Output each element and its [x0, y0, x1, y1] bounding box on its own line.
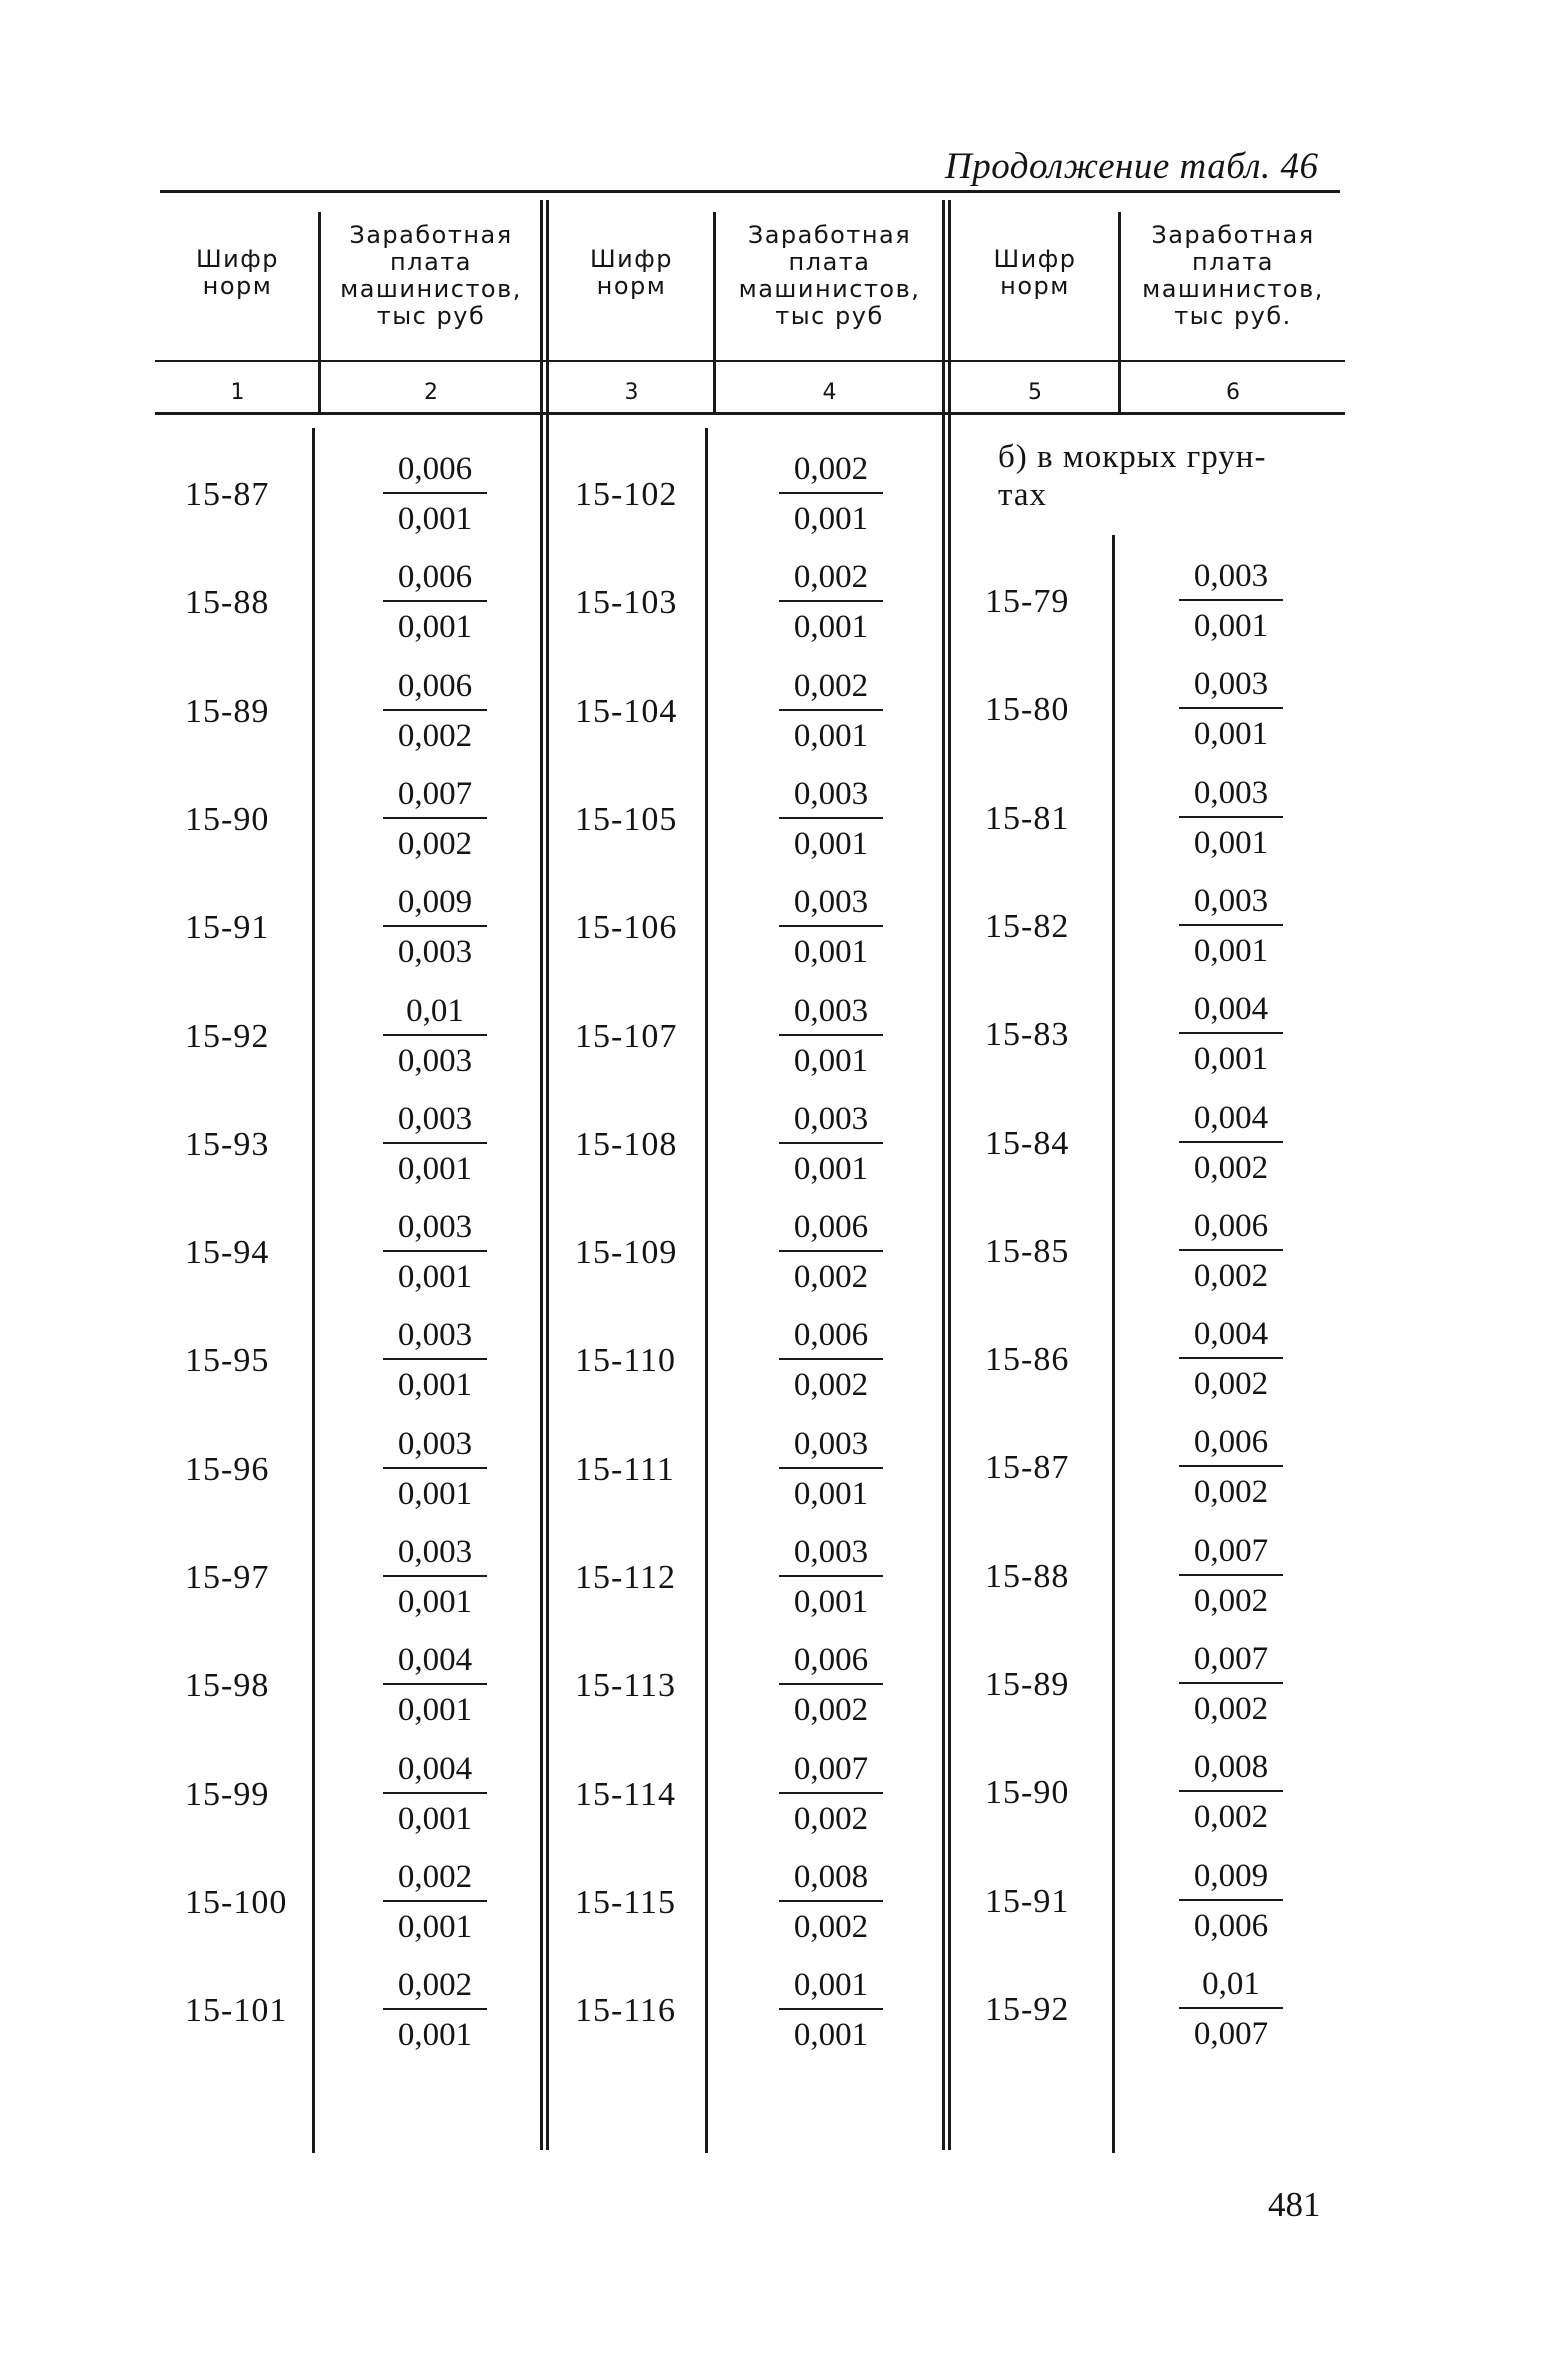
fraction-denominator: 0,001: [793, 934, 869, 970]
fraction-numerator: 0,006: [793, 1317, 869, 1353]
row-wage-fraction: [776, 1206, 886, 1298]
fraction-bar: [779, 2008, 883, 2010]
fraction-denominator: 0,001: [793, 1584, 869, 1620]
fraction-bar: [1179, 1249, 1283, 1251]
fraction-bar: [779, 925, 883, 927]
column-number-5: 5: [1028, 380, 1042, 405]
row-wage-fraction: [380, 1206, 490, 1298]
fraction-denominator: 0,001: [397, 1584, 473, 1620]
fraction-numerator: 0,003: [397, 1317, 473, 1353]
group3-note: [998, 438, 1348, 514]
header-col6-line: машинистов,: [1142, 275, 1324, 303]
row-wage-fraction: [380, 1748, 490, 1840]
fraction-bar: [383, 1467, 487, 1469]
fraction-denominator: 0,001: [397, 1367, 473, 1403]
row-wage-fraction: [776, 1098, 886, 1190]
row-wage-fraction: [776, 1531, 886, 1623]
fraction-numerator: 0,003: [1193, 666, 1269, 702]
fraction-numerator: 0,003: [793, 993, 869, 1029]
row-wage-fraction: [380, 1314, 490, 1406]
divider-group2-group3-a: [942, 200, 945, 2150]
fraction-numerator: 0,01: [1202, 1966, 1260, 2002]
fraction-numerator: 0,003: [397, 1209, 473, 1245]
fraction-bar: [383, 817, 487, 819]
header-col2-line: плата: [390, 248, 472, 276]
fraction-denominator: 0,002: [793, 1367, 869, 1403]
table-top-rule: [160, 190, 1340, 193]
fraction-bar: [1179, 1899, 1283, 1901]
fraction-numerator: 0,001: [793, 1967, 869, 2003]
fraction-denominator: 0,006: [1193, 1908, 1269, 1944]
row-wage-fraction: [380, 448, 490, 540]
row-wage-fraction: [380, 773, 490, 865]
fraction-numerator: 0,009: [397, 884, 473, 920]
column-number-1: 1: [230, 380, 245, 405]
header-col5: [952, 246, 1118, 300]
row-wage-fraction: [776, 881, 886, 973]
fraction-bar: [383, 492, 487, 494]
fraction-bar: [779, 1250, 883, 1252]
header-col6-line: Заработная: [1151, 221, 1315, 249]
row-wage-fraction: [1176, 663, 1286, 755]
row-code: 15-84: [985, 1125, 1070, 1162]
row-code: 15-89: [985, 1666, 1070, 1703]
fraction-bar: [1179, 1790, 1283, 1792]
fraction-denominator: 0,001: [397, 2017, 473, 2053]
fraction-numerator: 0,006: [397, 451, 473, 487]
fraction-bar: [1179, 1141, 1283, 1143]
row-code: 15-87: [985, 1449, 1070, 1486]
fraction-numerator: 0,008: [793, 1859, 869, 1895]
fraction-denominator: 0,001: [397, 1801, 473, 1837]
row-code: 15-87: [185, 476, 270, 513]
fraction-bar: [1179, 816, 1283, 818]
fraction-denominator: 0,002: [1193, 1691, 1269, 1727]
fraction-bar: [1179, 924, 1283, 926]
fraction-denominator: 0,003: [397, 1043, 473, 1079]
row-code: 15-101: [185, 1992, 288, 2029]
header-col3: [550, 246, 713, 300]
fraction-numerator: 0,002: [793, 668, 869, 704]
row-code: 15-83: [985, 1016, 1070, 1053]
divider-group1-group2-a: [540, 200, 543, 2150]
fraction-denominator: 0,001: [793, 1151, 869, 1187]
fraction-denominator: 0,001: [793, 1476, 869, 1512]
row-wage-fraction: [776, 556, 886, 648]
fraction-numerator: 0,002: [397, 1859, 473, 1895]
fraction-denominator: 0,002: [397, 826, 473, 862]
fraction-numerator: 0,006: [1193, 1208, 1269, 1244]
header-col6: [1122, 222, 1344, 330]
row-code: 15-91: [985, 1883, 1070, 1920]
header-col3-line: Шифр: [589, 245, 673, 273]
fraction-numerator: 0,004: [1193, 1100, 1269, 1136]
row-wage-fraction: [380, 1856, 490, 1948]
fraction-numerator: 0,003: [1193, 558, 1269, 594]
header-col5-line: Шифр: [993, 245, 1077, 273]
header-col4-line: плата: [788, 248, 871, 276]
row-code: 15-95: [185, 1342, 270, 1379]
fraction-bar: [779, 1900, 883, 1902]
fraction-bar: [383, 1142, 487, 1144]
fraction-bar: [1179, 1465, 1283, 1467]
row-code: 15-107: [575, 1018, 678, 1055]
row-code: 15-80: [985, 691, 1070, 728]
fraction-denominator: 0,001: [793, 501, 869, 537]
fraction-numerator: 0,01: [406, 993, 464, 1029]
row-code: 15-90: [985, 1774, 1070, 1811]
divider-c3-c4-body: [705, 428, 708, 2153]
fraction-bar: [779, 1575, 883, 1577]
row-code: 15-100: [185, 1884, 288, 1921]
fraction-denominator: 0,001: [397, 1151, 473, 1187]
fraction-denominator: 0,001: [397, 1909, 473, 1945]
row-wage-fraction: [1176, 772, 1286, 864]
fraction-bar: [779, 1142, 883, 1144]
header-col4: [717, 222, 942, 330]
fraction-numerator: 0,003: [793, 1426, 869, 1462]
fraction-bar: [779, 1034, 883, 1036]
row-wage-fraction: [1176, 1855, 1286, 1947]
row-code: 15-88: [985, 1558, 1070, 1595]
fraction-denominator: 0,001: [397, 1692, 473, 1728]
row-code: 15-115: [575, 1884, 677, 1921]
row-code: 15-88: [185, 584, 270, 621]
row-wage-fraction: [1176, 880, 1286, 972]
divider-c1-c2: [318, 212, 321, 414]
row-code: 15-108: [575, 1126, 678, 1163]
fraction-bar: [383, 1034, 487, 1036]
fraction-bar: [779, 1792, 883, 1794]
fraction-numerator: 0,007: [1193, 1641, 1269, 1677]
row-wage-fraction: [380, 556, 490, 648]
fraction-denominator: 0,002: [793, 1259, 869, 1295]
fraction-bar: [383, 1900, 487, 1902]
fraction-numerator: 0,003: [1193, 883, 1269, 919]
row-code: 15-93: [185, 1126, 270, 1163]
row-code: 15-113: [575, 1667, 677, 1704]
fraction-numerator: 0,004: [1193, 991, 1269, 1027]
row-code: 15-105: [575, 801, 678, 838]
row-code: 15-104: [575, 693, 678, 730]
row-wage-fraction: [1176, 1746, 1286, 1838]
colnum-bottom-rule: [155, 412, 1345, 415]
row-code: 15-85: [985, 1233, 1070, 1270]
row-wage-fraction: [776, 1748, 886, 1840]
fraction-bar: [779, 817, 883, 819]
fraction-numerator: 0,006: [1193, 1424, 1269, 1460]
row-wage-fraction: [776, 448, 886, 540]
row-code: 15-114: [575, 1776, 677, 1813]
fraction-denominator: 0,001: [1193, 608, 1269, 644]
fraction-numerator: 0,002: [793, 559, 869, 595]
fraction-bar: [1179, 1357, 1283, 1359]
column-number-3: 3: [624, 380, 639, 405]
group3-note-line: тах: [998, 477, 1047, 513]
row-code: 15-79: [985, 583, 1070, 620]
fraction-denominator: 0,002: [793, 1909, 869, 1945]
fraction-denominator: 0,001: [793, 1043, 869, 1079]
row-code: 15-98: [185, 1667, 270, 1704]
fraction-denominator: 0,001: [793, 609, 869, 645]
header-col4-line: тыс руб: [775, 302, 884, 330]
row-wage-fraction: [776, 1639, 886, 1731]
fraction-denominator: 0,007: [1193, 2016, 1269, 2052]
fraction-denominator: 0,003: [397, 934, 473, 970]
fraction-bar: [1179, 2007, 1283, 2009]
column-number-2: 2: [424, 380, 438, 405]
row-wage-fraction: [1176, 988, 1286, 1080]
fraction-bar: [779, 600, 883, 602]
fraction-denominator: 0,001: [397, 1259, 473, 1295]
row-wage-fraction: [1176, 555, 1286, 647]
row-code: 15-92: [985, 1991, 1070, 2028]
fraction-denominator: 0,002: [1193, 1799, 1269, 1835]
row-wage-fraction: [776, 990, 886, 1082]
fraction-bar: [383, 1250, 487, 1252]
fraction-numerator: 0,002: [793, 451, 869, 487]
fraction-bar: [1179, 1032, 1283, 1034]
fraction-bar: [383, 1358, 487, 1360]
row-wage-fraction: [380, 665, 490, 757]
fraction-bar: [383, 925, 487, 927]
row-wage-fraction: [380, 1423, 490, 1515]
divider-group2-group3-b: [948, 200, 951, 2150]
fraction-numerator: 0,006: [397, 559, 473, 595]
fraction-numerator: 0,008: [1193, 1749, 1269, 1785]
row-wage-fraction: [1176, 1205, 1286, 1297]
row-code: 15-106: [575, 909, 678, 946]
fraction-numerator: 0,009: [1193, 1858, 1269, 1894]
fraction-denominator: 0,002: [1193, 1258, 1269, 1294]
fraction-numerator: 0,007: [397, 776, 473, 812]
row-code: 15-81: [985, 800, 1070, 837]
group3-note-line: б) в мокрых грун-: [998, 439, 1267, 475]
row-code: 15-86: [985, 1341, 1070, 1378]
header-col1-line: норм: [202, 272, 273, 300]
row-wage-fraction: [380, 1531, 490, 1623]
row-wage-fraction: [776, 1964, 886, 2056]
fraction-denominator: 0,001: [793, 826, 869, 862]
fraction-bar: [383, 600, 487, 602]
row-code: 15-103: [575, 584, 678, 621]
divider-c5-c6: [1118, 212, 1121, 414]
fraction-numerator: 0,007: [793, 1751, 869, 1787]
header-col3-line: норм: [596, 272, 667, 300]
fraction-denominator: 0,001: [1193, 716, 1269, 752]
row-wage-fraction: [380, 990, 490, 1082]
row-code: 15-111: [575, 1451, 675, 1488]
fraction-bar: [1179, 707, 1283, 709]
row-code: 15-116: [575, 1992, 677, 2029]
fraction-numerator: 0,003: [397, 1426, 473, 1462]
row-code: 15-82: [985, 908, 1070, 945]
header-bottom-rule: [155, 360, 1345, 362]
fraction-bar: [383, 1683, 487, 1685]
row-code: 15-90: [185, 801, 270, 838]
row-wage-fraction: [1176, 1313, 1286, 1405]
fraction-numerator: 0,003: [397, 1534, 473, 1570]
fraction-numerator: 0,003: [397, 1101, 473, 1137]
fraction-numerator: 0,006: [793, 1209, 869, 1245]
fraction-denominator: 0,001: [1193, 1041, 1269, 1077]
row-code: 15-102: [575, 476, 678, 513]
row-code: 15-92: [185, 1018, 270, 1055]
fraction-bar: [1179, 1574, 1283, 1576]
fraction-numerator: 0,002: [397, 1967, 473, 2003]
page-number: 481: [1268, 2185, 1321, 2224]
header-col6-line: тыс руб.: [1174, 302, 1292, 330]
divider-c5-c6-body: [1112, 535, 1115, 2153]
header-col1-line: Шифр: [195, 245, 279, 273]
divider-group1-group2-b: [546, 200, 549, 2150]
fraction-denominator: 0,001: [1193, 825, 1269, 861]
fraction-denominator: 0,002: [397, 718, 473, 754]
column-number-6: 6: [1226, 380, 1240, 405]
fraction-bar: [383, 709, 487, 711]
fraction-bar: [383, 2008, 487, 2010]
row-code: 15-112: [575, 1559, 677, 1596]
fraction-denominator: 0,002: [1193, 1583, 1269, 1619]
row-wage-fraction: [1176, 1638, 1286, 1730]
fraction-numerator: 0,007: [1193, 1533, 1269, 1569]
row-wage-fraction: [1176, 1530, 1286, 1622]
fraction-numerator: 0,003: [793, 1534, 869, 1570]
fraction-bar: [383, 1792, 487, 1794]
fraction-numerator: 0,006: [397, 668, 473, 704]
row-wage-fraction: [776, 1856, 886, 1948]
header-col2: [322, 222, 540, 330]
header-col2-line: Заработная: [349, 221, 513, 249]
fraction-denominator: 0,002: [1193, 1366, 1269, 1402]
fraction-denominator: 0,002: [793, 1801, 869, 1837]
fraction-bar: [779, 1467, 883, 1469]
header-col4-line: Заработная: [747, 221, 912, 249]
fraction-numerator: 0,006: [793, 1642, 869, 1678]
row-code: 15-109: [575, 1234, 678, 1271]
header-col2-line: машинистов,: [340, 275, 522, 303]
table-caption: Продолжение табл. 46: [945, 146, 1319, 187]
row-wage-fraction: [776, 1314, 886, 1406]
fraction-bar: [779, 492, 883, 494]
row-code: 15-110: [575, 1342, 677, 1379]
fraction-bar: [1179, 599, 1283, 601]
column-number-4: 4: [822, 380, 837, 405]
fraction-numerator: 0,004: [1193, 1316, 1269, 1352]
header-col2-line: тыс руб: [376, 302, 486, 330]
header-col6-line: плата: [1192, 248, 1274, 276]
fraction-denominator: 0,002: [1193, 1150, 1269, 1186]
row-wage-fraction: [380, 881, 490, 973]
fraction-denominator: 0,001: [397, 609, 473, 645]
fraction-numerator: 0,003: [793, 776, 869, 812]
row-wage-fraction: [380, 1639, 490, 1731]
row-wage-fraction: [380, 1964, 490, 2056]
fraction-numerator: 0,004: [397, 1751, 473, 1787]
fraction-bar: [779, 709, 883, 711]
row-wage-fraction: [1176, 1421, 1286, 1513]
row-wage-fraction: [1176, 1097, 1286, 1189]
row-wage-fraction: [1176, 1963, 1286, 2055]
row-code: 15-97: [185, 1559, 270, 1596]
fraction-denominator: 0,002: [793, 1692, 869, 1728]
fraction-denominator: 0,001: [1193, 933, 1269, 969]
divider-c1-c2-body: [312, 428, 315, 2153]
fraction-bar: [383, 1575, 487, 1577]
fraction-numerator: 0,004: [397, 1642, 473, 1678]
fraction-numerator: 0,003: [793, 1101, 869, 1137]
fraction-denominator: 0,001: [397, 1476, 473, 1512]
fraction-bar: [1179, 1682, 1283, 1684]
header-col4-line: машинистов,: [738, 275, 921, 303]
fraction-numerator: 0,003: [1193, 775, 1269, 811]
fraction-denominator: 0,001: [397, 501, 473, 537]
fraction-numerator: 0,003: [793, 884, 869, 920]
row-code: 15-99: [185, 1776, 270, 1813]
fraction-denominator: 0,001: [793, 2017, 869, 2053]
fraction-denominator: 0,001: [793, 718, 869, 754]
header-col1: [160, 246, 315, 300]
row-wage-fraction: [776, 665, 886, 757]
row-wage-fraction: [776, 773, 886, 865]
row-wage-fraction: [380, 1098, 490, 1190]
fraction-denominator: 0,002: [1193, 1474, 1269, 1510]
row-code: 15-96: [185, 1451, 270, 1488]
row-code: 15-91: [185, 909, 270, 946]
fraction-bar: [779, 1358, 883, 1360]
row-code: 15-94: [185, 1234, 270, 1271]
fraction-bar: [779, 1683, 883, 1685]
row-code: 15-89: [185, 693, 270, 730]
divider-c3-c4: [713, 212, 716, 414]
header-col5-line: норм: [1000, 272, 1070, 300]
row-wage-fraction: [776, 1423, 886, 1515]
